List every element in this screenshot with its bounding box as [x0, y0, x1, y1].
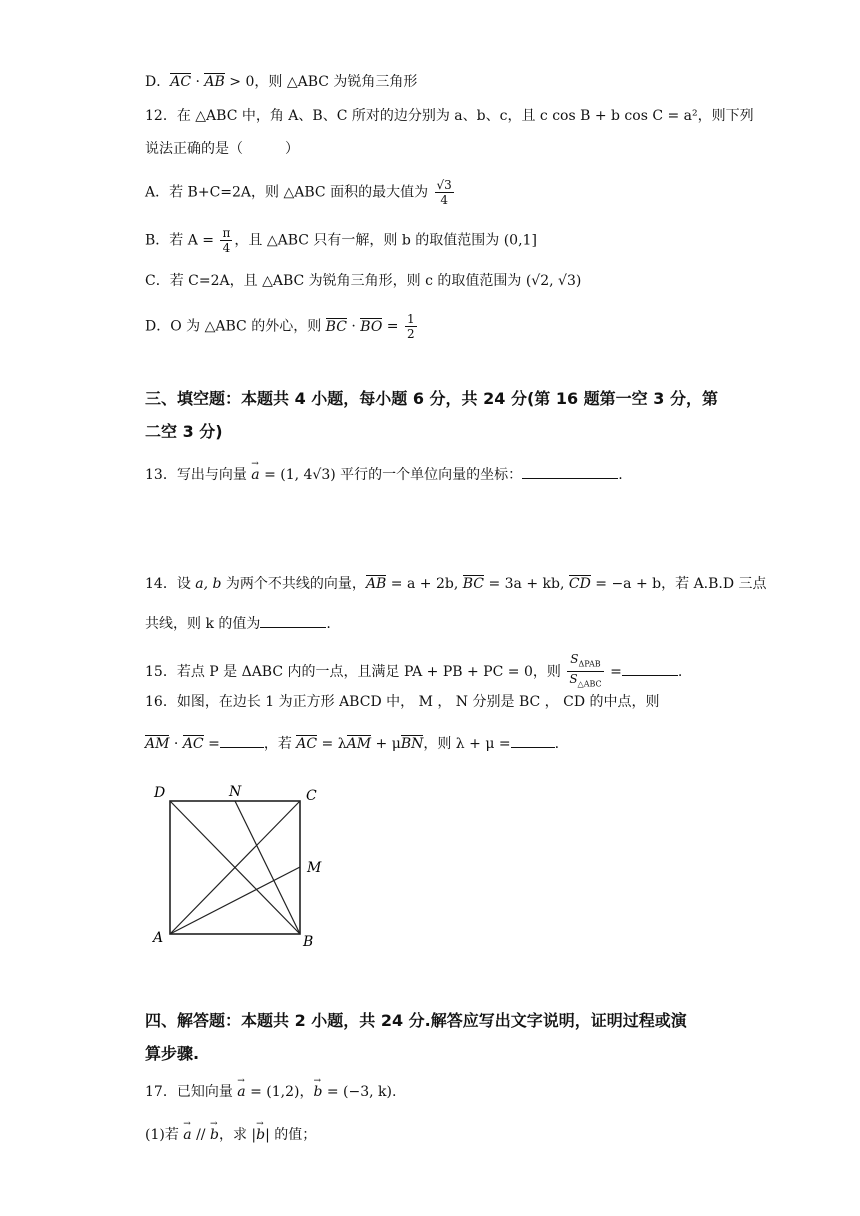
label-c: C: [306, 788, 317, 804]
q17-part1: (1)若 → a // → b，求 |→ b| 的值；: [145, 1125, 316, 1145]
label-n: N: [229, 784, 242, 800]
q16-line2: AM · AC = ，若 AC = λAM + μBN，则 λ + μ = .: [145, 733, 559, 754]
label-d: D: [154, 785, 166, 801]
q16-line1: 16．如图，在边长 1 为正方形 ABCD 中， M ， N 分别是 BC ， CD 的中点，则: [145, 694, 660, 710]
vector-ab: AB: [204, 74, 225, 90]
answer-blank-1: [220, 733, 264, 748]
answer-blank-2: [511, 733, 555, 748]
vector-ac: AC: [182, 736, 204, 752]
q12-option-a: A．若 B+C=2A，则 △ABC 面积的最大值为 $\frac{√3}{4}$: [145, 178, 452, 207]
q15: 15．若点 P 是 ΔABC 内的一点，且满足 PA + PB + PC = 0，则 $\frac{S_{\Delta PAB}}{S_{\triangle ABC}}$ = .: [145, 652, 682, 692]
vector-b: → b: [210, 1125, 219, 1145]
vector-bc: BC: [462, 576, 484, 592]
vector-b: → b: [313, 1082, 322, 1102]
label-m: M: [307, 860, 322, 876]
segment-am: [170, 867, 300, 934]
vector-ab: AB: [365, 576, 387, 592]
answer-blank: [260, 613, 326, 628]
vector-bc: BC: [325, 318, 347, 335]
q12-stem-line1: 12．在 △ABC 中，角 A、B、C 所对的边分别为 a、b、c，且 c cos B + b cos C = a²，则下列: [145, 108, 754, 124]
vector-a: → a: [237, 1082, 245, 1102]
vector-a: → a: [251, 465, 259, 485]
vector-a: → a: [183, 1125, 191, 1145]
fraction-1-over-2: $\frac{1}{2}$: [406, 312, 415, 341]
answer-blank: [522, 464, 618, 479]
square-abcd-figure: [150, 780, 340, 950]
q14-line2: 共线，则 k 的值为 .: [145, 613, 331, 634]
fraction-sqrt3-over-4: $\frac{√3}{4}$: [436, 178, 452, 207]
section4-heading-line2: 算步骤.: [145, 1044, 200, 1063]
q17-stem: 17．已知向量 → a = (1,2)，→ b = (−3, k).: [145, 1082, 396, 1102]
q13: 13．写出与向量 → a = (1, 4√3) 平行的一个单位向量的坐标： .: [145, 464, 623, 485]
vector-ac: AC: [170, 74, 192, 90]
vector-am: AM: [346, 736, 372, 752]
q12-option-c: C．若 C=2A，且 △ABC 为锐角三角形，则 c 的取值范围为 (√2, √3): [145, 273, 582, 289]
vector-b: → b: [256, 1125, 265, 1145]
label-b: B: [303, 934, 314, 950]
fraction-area-ratio: $\frac{S_{\Delta PAB}}{S_{\triangle ABC}}$: [569, 652, 602, 689]
q14-line1: 14．设 a, b 为两个不共线的向量，AB = a + 2b, BC = 3a + kb, CD = −a + b，若 A.B.D 三点: [145, 576, 767, 592]
vector-am: AM: [145, 736, 170, 752]
q12-stem-line2: 说法正确的是（ ）: [145, 141, 299, 157]
q11-option-d: D．AC · AB > 0，则 △ABC 为锐角三角形: [145, 74, 418, 90]
q12-option-d: D．O 为 △ABC 的外心，则 BC · BO = $\frac{1}{2}$: [145, 312, 415, 341]
fraction-pi-over-4: $\frac{\pi}{4}$: [222, 226, 231, 255]
answer-blank: [622, 661, 678, 676]
vector-bo: BO: [360, 318, 383, 335]
label-a: A: [153, 930, 164, 946]
vector-bn: BN: [400, 736, 424, 752]
segment-bn: [235, 801, 300, 934]
section3-heading-line2: 二空 3 分): [145, 422, 223, 441]
vector-cd: CD: [568, 576, 591, 592]
vector-ac: AC: [296, 736, 318, 752]
section4-heading-line1: 四、解答题：本题共 2 小题，共 24 分.解答应写出文字说明，证明过程或演: [145, 1011, 687, 1030]
section3-heading-line1: 三、填空题：本题共 4 小题，每小题 6 分，共 24 分(第 16 题第一空 3 分，第: [145, 389, 718, 408]
q12-option-b: B．若 A = $\frac{\pi}{4}$ ，且 △ABC 只有一解，则 b 的取值范围为 (0,1]: [145, 226, 537, 255]
